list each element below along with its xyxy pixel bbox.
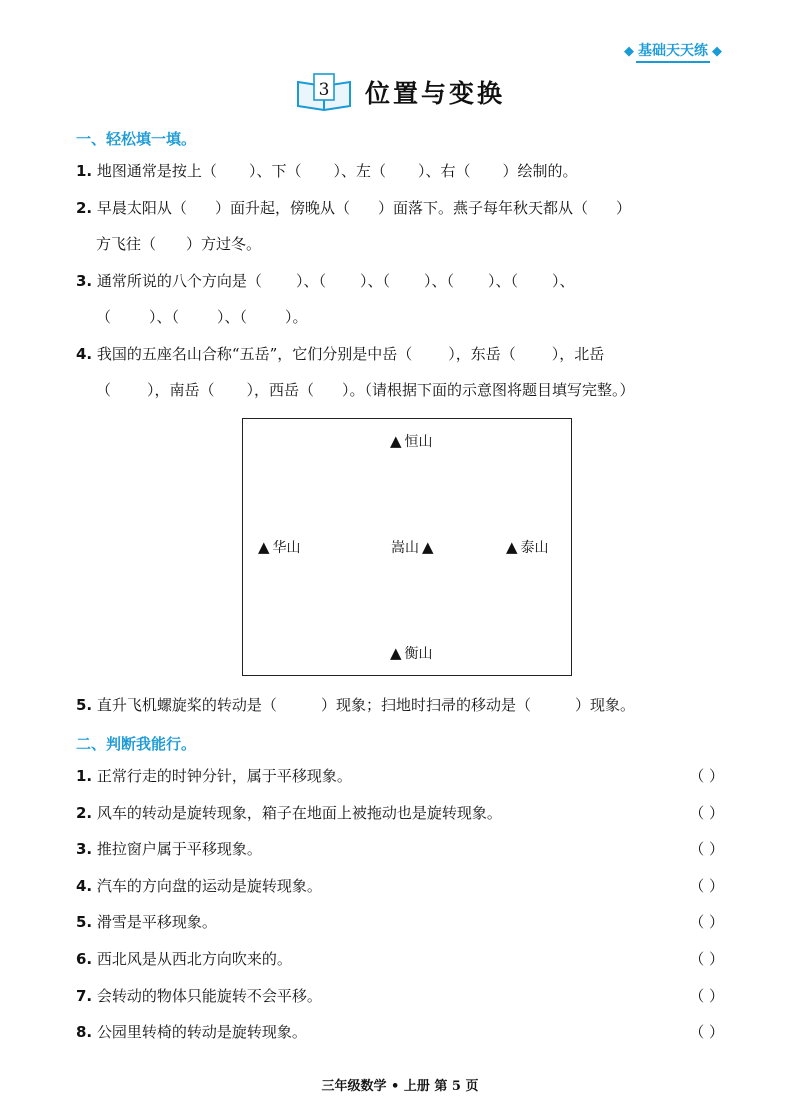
judgement-item — [76, 985, 724, 1007]
q1-text-4: ）、右（ — [417, 162, 471, 180]
open-book-icon — [295, 72, 353, 112]
q4-text-1: 我国的五座名山合称“五岳”，它们分别是中岳（ — [96, 345, 413, 363]
q4-text-2: ），东岳（ — [448, 345, 516, 363]
q4-line-1 — [76, 343, 724, 365]
q4-text-5: ），南岳（ — [147, 381, 215, 399]
judgement-answer-box[interactable]: （ ） — [689, 987, 724, 1005]
map-east-mountain — [506, 537, 549, 557]
judgement-item — [76, 911, 724, 933]
judgement-number: 3. — [76, 840, 93, 858]
judgement-number: 7. — [76, 987, 93, 1005]
q2-number: 2. — [76, 199, 93, 217]
judgement-text: 正常行走的时钟分针，属于平移现象。 — [96, 767, 352, 785]
q5-number: 5. — [76, 696, 93, 714]
judgement-answer-box[interactable]: （ ） — [689, 913, 724, 931]
judgement-text: 推拉窗户属于平移现象。 — [96, 840, 262, 858]
map-north-mountain — [390, 431, 433, 451]
q5-text-3: ）现象。 — [574, 696, 635, 714]
judgement-answer-box[interactable]: （ ） — [689, 840, 724, 858]
mountain-label-west: 华山 — [272, 540, 301, 556]
judgement-number: 8. — [76, 1023, 93, 1041]
mountain-marker-icon: ▲ — [422, 538, 434, 556]
q4-text-4: （ — [96, 381, 112, 399]
mountain-marker-icon: ▲ — [506, 538, 518, 556]
judgement-text: 公园里转椅的转动是旋转现象。 — [96, 1023, 307, 1041]
q1-text-5: ）绘制的。 — [502, 162, 578, 180]
q2-line-1 — [76, 197, 724, 219]
q4-text-6: ），西岳（ — [246, 381, 315, 399]
judgement-item — [76, 875, 724, 897]
q2-text-1: 早晨太阳从（ — [96, 199, 187, 217]
mountain-marker-icon: ▲ — [390, 644, 402, 662]
mountain-marker-icon: ▲ — [258, 538, 270, 556]
judgement-item — [76, 838, 724, 860]
q3-text-8: ）、（ — [149, 308, 180, 326]
judgement-number: 1. — [76, 767, 93, 785]
q3-line-1 — [76, 270, 724, 292]
q5-line — [76, 694, 724, 716]
q3-text-6: ）、 — [552, 272, 575, 290]
diamond-icon: ◆ — [624, 44, 634, 59]
page-title: 位置与变换 — [364, 79, 505, 108]
judgement-number: 4. — [76, 877, 93, 895]
judgement-number: 6. — [76, 950, 93, 968]
unit-number: 3 — [318, 80, 330, 100]
judgement-text: 汽车的方向盘的运动是旋转现象。 — [96, 877, 322, 895]
q2-text-4: ） — [615, 199, 631, 217]
q2-line-2 — [96, 233, 724, 255]
mountain-map — [242, 418, 572, 676]
q3-text-1: 通常所说的八个方向是（ — [96, 272, 262, 290]
q4-line-2 — [96, 379, 724, 401]
q1-number: 1. — [76, 162, 93, 180]
q5-text-2: ）现象；扫地时扫帚的移动是（ — [320, 696, 531, 714]
judgement-text: 风车的转动是旋转现象，箱子在地面上被拖动也是旋转现象。 — [96, 804, 502, 822]
q3-line-2 — [96, 306, 724, 328]
corner-tag-text: 基础天天练 — [636, 40, 710, 63]
judgement-answer-box[interactable]: （ ） — [689, 950, 724, 968]
q3-text-5: ）、（ — [487, 272, 518, 290]
q4-text-3: ），北岳 — [551, 345, 605, 363]
mountain-label-center: 嵩山 — [391, 540, 419, 556]
q1-text-2: ）、下（ — [248, 162, 302, 180]
diamond-icon: ◆ — [712, 44, 722, 59]
q1-line — [76, 160, 724, 182]
q2-text-3: ）面落下。燕子每年秋天都从（ — [377, 199, 588, 217]
q2-text-5: 方飞往（ — [96, 235, 157, 253]
judgement-text: 西北风是从西北方向吹来的。 — [96, 950, 292, 968]
q2-text-6: ）方过冬。 — [186, 235, 262, 253]
q3-text-9: ）、（ — [217, 308, 248, 326]
q3-text-7: （ — [96, 308, 112, 326]
judgement-text: 滑雪是平移现象。 — [96, 913, 217, 931]
map-south-mountain — [390, 643, 433, 663]
q4-number: 4. — [76, 345, 93, 363]
q1-text-3: ）、左（ — [333, 162, 386, 180]
section1-heading: 一、轻松填一填。 — [76, 130, 197, 148]
judgement-number: 5. — [76, 913, 93, 931]
q4-text-7: ）。（请根据下面的示意图将题目填写完整。） — [342, 381, 635, 399]
judgement-answer-box[interactable]: （ ） — [689, 1023, 724, 1041]
judgement-item — [76, 948, 724, 970]
judgement-number: 2. — [76, 804, 93, 822]
map-center-mountain — [391, 537, 434, 557]
q3-text-4: ）、（ — [423, 272, 454, 290]
q3-text-3: ）、（ — [359, 272, 390, 290]
judgement-answer-box[interactable]: （ ） — [689, 877, 724, 895]
q3-number: 3. — [76, 272, 93, 290]
q3-text-2: ）、（ — [295, 272, 326, 290]
map-west-mountain — [258, 537, 301, 557]
title-bar — [0, 72, 800, 112]
q3-text-10: ）。 — [285, 308, 308, 326]
judgement-answer-box[interactable]: （ ） — [689, 767, 724, 785]
judgement-item — [76, 802, 724, 824]
q1-text-1: 地图通常是按上（ — [96, 162, 217, 180]
q2-text-2: ）面升起，傍晚从（ — [214, 199, 350, 217]
page-footer: 三年级数学 • 上册 第 5 页 — [321, 1079, 479, 1094]
section2-heading: 二、判断我能行。 — [76, 735, 197, 753]
judgement-item — [76, 765, 724, 787]
judgement-item — [76, 1021, 724, 1043]
corner-tag — [624, 40, 722, 63]
judgement-text: 会转动的物体只能旋转不会平移。 — [96, 987, 322, 1005]
judgement-answer-box[interactable]: （ ） — [689, 804, 724, 822]
mountain-label-north: 恒山 — [404, 434, 433, 450]
mountain-label-east: 泰山 — [520, 540, 549, 556]
mountain-label-south: 衡山 — [404, 646, 433, 662]
q5-text-1: 直升飞机螺旋桨的转动是（ — [96, 696, 277, 714]
mountain-marker-icon: ▲ — [390, 432, 402, 450]
